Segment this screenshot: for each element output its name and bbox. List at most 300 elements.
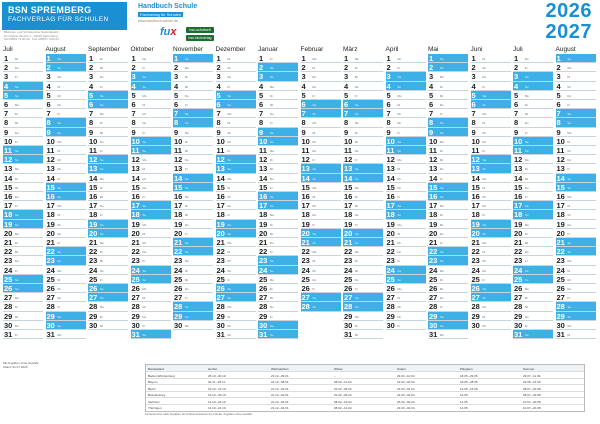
day-cell[interactable]	[428, 91, 468, 100]
day-cell[interactable]	[258, 54, 298, 63]
day-cell[interactable]	[88, 321, 128, 330]
day-cell[interactable]	[3, 247, 43, 256]
day-cell[interactable]	[46, 284, 86, 293]
day-cell[interactable]	[173, 229, 213, 238]
day-cell[interactable]	[258, 312, 298, 321]
day-cell[interactable]	[386, 72, 426, 81]
day-cell[interactable]	[88, 128, 128, 137]
day-cell[interactable]	[258, 284, 298, 293]
day-cell[interactable]	[258, 192, 298, 201]
day-cell[interactable]	[3, 210, 43, 219]
day-cell[interactable]	[343, 174, 383, 183]
day-cell[interactable]	[173, 118, 213, 127]
day-cell[interactable]	[216, 63, 256, 72]
day-cell[interactable]	[513, 275, 553, 284]
day-cell[interactable]	[46, 330, 86, 339]
day-cell[interactable]	[343, 210, 383, 219]
day-cell[interactable]	[386, 312, 426, 321]
day-cell[interactable]	[386, 321, 426, 330]
day-cell[interactable]	[556, 91, 596, 100]
day-cell[interactable]	[386, 146, 426, 155]
day-cell[interactable]	[343, 137, 383, 146]
day-cell[interactable]	[471, 137, 511, 146]
day-cell[interactable]	[471, 72, 511, 81]
day-cell[interactable]	[131, 192, 171, 201]
day-cell[interactable]	[46, 302, 86, 311]
day-cell[interactable]	[173, 100, 213, 109]
day-cell[interactable]	[131, 155, 171, 164]
day-cell[interactable]	[131, 330, 171, 339]
day-cell[interactable]	[173, 63, 213, 72]
day-cell[interactable]	[46, 63, 86, 72]
day-cell[interactable]	[513, 164, 553, 173]
day-cell[interactable]	[343, 82, 383, 91]
day-cell[interactable]	[513, 266, 553, 275]
day-cell[interactable]	[131, 72, 171, 81]
day-cell[interactable]	[556, 63, 596, 72]
day-cell[interactable]	[173, 275, 213, 284]
day-cell[interactable]	[46, 293, 86, 302]
day-cell[interactable]	[173, 238, 213, 247]
day-cell[interactable]	[173, 91, 213, 100]
day-cell[interactable]	[513, 220, 553, 229]
day-cell[interactable]	[46, 229, 86, 238]
day-cell[interactable]	[513, 137, 553, 146]
day-cell[interactable]	[216, 284, 256, 293]
day-cell[interactable]	[88, 229, 128, 238]
day-cell[interactable]	[428, 164, 468, 173]
day-cell[interactable]	[173, 312, 213, 321]
day-cell[interactable]	[3, 118, 43, 127]
day-cell[interactable]	[131, 302, 171, 311]
day-cell[interactable]	[216, 229, 256, 238]
day-cell[interactable]	[471, 164, 511, 173]
day-cell[interactable]	[258, 137, 298, 146]
day-cell[interactable]	[471, 293, 511, 302]
day-cell[interactable]	[46, 238, 86, 247]
day-cell[interactable]	[556, 82, 596, 91]
day-cell[interactable]	[216, 293, 256, 302]
day-cell[interactable]	[343, 266, 383, 275]
day-cell[interactable]	[131, 118, 171, 127]
day-cell[interactable]	[88, 293, 128, 302]
day-cell[interactable]	[301, 266, 341, 275]
day-cell[interactable]	[3, 82, 43, 91]
day-cell[interactable]	[343, 247, 383, 256]
day-cell[interactable]	[471, 266, 511, 275]
day-cell[interactable]	[301, 192, 341, 201]
day-cell[interactable]	[216, 192, 256, 201]
day-cell[interactable]	[131, 312, 171, 321]
day-cell[interactable]	[471, 220, 511, 229]
day-cell[interactable]	[301, 302, 341, 311]
day-cell[interactable]	[131, 256, 171, 265]
day-cell[interactable]	[258, 266, 298, 275]
day-cell[interactable]	[3, 109, 43, 118]
day-cell[interactable]	[471, 146, 511, 155]
day-cell[interactable]	[173, 201, 213, 210]
day-cell[interactable]	[131, 201, 171, 210]
day-cell[interactable]	[428, 247, 468, 256]
day-cell[interactable]	[386, 220, 426, 229]
day-cell[interactable]	[131, 183, 171, 192]
day-cell[interactable]	[131, 293, 171, 302]
day-cell[interactable]	[131, 109, 171, 118]
day-cell[interactable]	[471, 109, 511, 118]
day-cell[interactable]	[428, 312, 468, 321]
day-cell[interactable]	[258, 201, 298, 210]
day-cell[interactable]	[216, 72, 256, 81]
day-cell[interactable]	[173, 54, 213, 63]
day-cell[interactable]	[88, 284, 128, 293]
day-cell[interactable]	[131, 238, 171, 247]
day-cell[interactable]	[343, 118, 383, 127]
day-cell[interactable]	[556, 54, 596, 63]
day-cell[interactable]	[46, 210, 86, 219]
day-cell[interactable]	[88, 109, 128, 118]
day-cell[interactable]	[46, 192, 86, 201]
day-cell[interactable]	[513, 330, 553, 339]
day-cell[interactable]	[471, 321, 511, 330]
day-cell[interactable]	[3, 155, 43, 164]
day-cell[interactable]	[471, 302, 511, 311]
day-cell[interactable]	[258, 247, 298, 256]
day-cell[interactable]	[556, 109, 596, 118]
day-cell[interactable]	[556, 72, 596, 81]
day-cell[interactable]	[428, 229, 468, 238]
day-cell[interactable]	[428, 192, 468, 201]
day-cell[interactable]	[428, 210, 468, 219]
day-cell[interactable]	[131, 321, 171, 330]
day-cell[interactable]	[343, 109, 383, 118]
day-cell[interactable]	[513, 183, 553, 192]
day-cell[interactable]	[88, 247, 128, 256]
day-cell[interactable]	[513, 312, 553, 321]
day-cell[interactable]	[471, 275, 511, 284]
day-cell[interactable]	[258, 146, 298, 155]
day-cell[interactable]	[386, 275, 426, 284]
day-cell[interactable]	[258, 63, 298, 72]
day-cell[interactable]	[131, 54, 171, 63]
day-cell[interactable]	[343, 72, 383, 81]
day-cell[interactable]	[3, 128, 43, 137]
day-cell[interactable]	[471, 54, 511, 63]
day-cell[interactable]	[428, 137, 468, 146]
day-cell[interactable]	[343, 192, 383, 201]
day-cell[interactable]	[88, 275, 128, 284]
day-cell[interactable]	[343, 54, 383, 63]
day-cell[interactable]	[343, 284, 383, 293]
day-cell[interactable]	[301, 63, 341, 72]
day-cell[interactable]	[173, 128, 213, 137]
day-cell[interactable]	[343, 128, 383, 137]
day-cell[interactable]	[258, 229, 298, 238]
day-cell[interactable]	[556, 229, 596, 238]
day-cell[interactable]	[513, 302, 553, 311]
day-cell[interactable]	[88, 266, 128, 275]
day-cell[interactable]	[556, 164, 596, 173]
day-cell[interactable]	[513, 54, 553, 63]
day-cell[interactable]	[173, 210, 213, 219]
day-cell[interactable]	[386, 302, 426, 311]
day-cell[interactable]	[3, 192, 43, 201]
day-cell[interactable]	[556, 155, 596, 164]
day-cell[interactable]	[556, 256, 596, 265]
day-cell[interactable]	[88, 137, 128, 146]
day-cell[interactable]	[386, 128, 426, 137]
day-cell[interactable]	[471, 155, 511, 164]
day-cell[interactable]	[471, 201, 511, 210]
day-cell[interactable]	[216, 256, 256, 265]
day-cell[interactable]	[3, 220, 43, 229]
day-cell[interactable]	[301, 155, 341, 164]
day-cell[interactable]	[386, 238, 426, 247]
day-cell[interactable]	[513, 201, 553, 210]
day-cell[interactable]	[513, 229, 553, 238]
day-cell[interactable]	[173, 256, 213, 265]
day-cell[interactable]	[386, 256, 426, 265]
day-cell[interactable]	[471, 63, 511, 72]
day-cell[interactable]	[301, 238, 341, 247]
day-cell[interactable]	[88, 192, 128, 201]
day-cell[interactable]	[258, 210, 298, 219]
day-cell[interactable]	[216, 54, 256, 63]
day-cell[interactable]	[301, 100, 341, 109]
day-cell[interactable]	[216, 146, 256, 155]
day-cell[interactable]	[428, 100, 468, 109]
day-cell[interactable]	[88, 174, 128, 183]
day-cell[interactable]	[46, 137, 86, 146]
day-cell[interactable]	[173, 284, 213, 293]
day-cell[interactable]	[216, 109, 256, 118]
day-cell[interactable]	[46, 146, 86, 155]
day-cell[interactable]	[513, 118, 553, 127]
day-cell[interactable]	[258, 100, 298, 109]
day-cell[interactable]	[3, 100, 43, 109]
day-cell[interactable]	[3, 266, 43, 275]
day-cell[interactable]	[428, 293, 468, 302]
day-cell[interactable]	[216, 275, 256, 284]
day-cell[interactable]	[216, 210, 256, 219]
day-cell[interactable]	[216, 201, 256, 210]
day-cell[interactable]	[301, 146, 341, 155]
day-cell[interactable]	[258, 302, 298, 311]
day-cell[interactable]	[3, 201, 43, 210]
day-cell[interactable]	[556, 220, 596, 229]
day-cell[interactable]	[513, 155, 553, 164]
day-cell[interactable]	[343, 164, 383, 173]
day-cell[interactable]	[471, 238, 511, 247]
day-cell[interactable]	[173, 247, 213, 256]
day-cell[interactable]	[131, 275, 171, 284]
day-cell[interactable]	[556, 100, 596, 109]
day-cell[interactable]	[513, 100, 553, 109]
day-cell[interactable]	[216, 220, 256, 229]
day-cell[interactable]	[386, 293, 426, 302]
day-cell[interactable]	[46, 91, 86, 100]
day-cell[interactable]	[173, 192, 213, 201]
day-cell[interactable]	[471, 229, 511, 238]
day-cell[interactable]	[513, 293, 553, 302]
day-cell[interactable]	[216, 164, 256, 173]
day-cell[interactable]	[46, 220, 86, 229]
day-cell[interactable]	[131, 247, 171, 256]
day-cell[interactable]	[513, 321, 553, 330]
day-cell[interactable]	[258, 256, 298, 265]
day-cell[interactable]	[216, 137, 256, 146]
day-cell[interactable]	[386, 155, 426, 164]
day-cell[interactable]	[556, 302, 596, 311]
day-cell[interactable]	[46, 109, 86, 118]
day-cell[interactable]	[88, 82, 128, 91]
day-cell[interactable]	[471, 174, 511, 183]
day-cell[interactable]	[513, 192, 553, 201]
day-cell[interactable]	[258, 293, 298, 302]
day-cell[interactable]	[428, 109, 468, 118]
day-cell[interactable]	[173, 302, 213, 311]
day-cell[interactable]	[3, 72, 43, 81]
day-cell[interactable]	[386, 192, 426, 201]
day-cell[interactable]	[88, 100, 128, 109]
day-cell[interactable]	[88, 91, 128, 100]
day-cell[interactable]	[3, 91, 43, 100]
day-cell[interactable]	[216, 82, 256, 91]
day-cell[interactable]	[173, 146, 213, 155]
day-cell[interactable]	[556, 247, 596, 256]
day-cell[interactable]	[428, 63, 468, 72]
day-cell[interactable]	[513, 238, 553, 247]
day-cell[interactable]	[556, 201, 596, 210]
day-cell[interactable]	[386, 247, 426, 256]
day-cell[interactable]	[88, 146, 128, 155]
day-cell[interactable]	[301, 137, 341, 146]
day-cell[interactable]	[343, 100, 383, 109]
day-cell[interactable]	[386, 266, 426, 275]
day-cell[interactable]	[46, 256, 86, 265]
day-cell[interactable]	[88, 312, 128, 321]
day-cell[interactable]	[556, 128, 596, 137]
day-cell[interactable]	[173, 174, 213, 183]
day-cell[interactable]	[258, 109, 298, 118]
day-cell[interactable]	[3, 164, 43, 173]
day-cell[interactable]	[301, 72, 341, 81]
day-cell[interactable]	[471, 256, 511, 265]
day-cell[interactable]	[428, 82, 468, 91]
day-cell[interactable]	[386, 164, 426, 173]
day-cell[interactable]	[428, 220, 468, 229]
day-cell[interactable]	[343, 302, 383, 311]
day-cell[interactable]	[343, 63, 383, 72]
day-cell[interactable]	[556, 146, 596, 155]
day-cell[interactable]	[556, 330, 596, 339]
day-cell[interactable]	[343, 220, 383, 229]
day-cell[interactable]	[258, 82, 298, 91]
day-cell[interactable]	[46, 128, 86, 137]
day-cell[interactable]	[3, 183, 43, 192]
day-cell[interactable]	[173, 137, 213, 146]
day-cell[interactable]	[556, 312, 596, 321]
day-cell[interactable]	[131, 137, 171, 146]
day-cell[interactable]	[386, 54, 426, 63]
day-cell[interactable]	[173, 321, 213, 330]
day-cell[interactable]	[513, 128, 553, 137]
day-cell[interactable]	[216, 266, 256, 275]
day-cell[interactable]	[428, 330, 468, 339]
day-cell[interactable]	[258, 238, 298, 247]
day-cell[interactable]	[46, 312, 86, 321]
day-cell[interactable]	[46, 321, 86, 330]
day-cell[interactable]	[556, 266, 596, 275]
day-cell[interactable]	[258, 330, 298, 339]
day-cell[interactable]	[556, 210, 596, 219]
day-cell[interactable]	[3, 137, 43, 146]
day-cell[interactable]	[3, 63, 43, 72]
day-cell[interactable]	[173, 72, 213, 81]
day-cell[interactable]	[471, 128, 511, 137]
day-cell[interactable]	[343, 183, 383, 192]
day-cell[interactable]	[131, 128, 171, 137]
day-cell[interactable]	[3, 54, 43, 63]
day-cell[interactable]	[386, 63, 426, 72]
day-cell[interactable]	[131, 210, 171, 219]
day-cell[interactable]	[131, 266, 171, 275]
day-cell[interactable]	[428, 146, 468, 155]
day-cell[interactable]	[46, 155, 86, 164]
day-cell[interactable]	[301, 293, 341, 302]
day-cell[interactable]	[343, 275, 383, 284]
day-cell[interactable]	[343, 155, 383, 164]
day-cell[interactable]	[216, 91, 256, 100]
day-cell[interactable]	[471, 183, 511, 192]
day-cell[interactable]	[301, 284, 341, 293]
day-cell[interactable]	[471, 82, 511, 91]
day-cell[interactable]	[386, 284, 426, 293]
day-cell[interactable]	[216, 302, 256, 311]
day-cell[interactable]	[428, 174, 468, 183]
day-cell[interactable]	[513, 256, 553, 265]
day-cell[interactable]	[513, 72, 553, 81]
day-cell[interactable]	[301, 174, 341, 183]
day-cell[interactable]	[258, 220, 298, 229]
day-cell[interactable]	[3, 229, 43, 238]
day-cell[interactable]	[88, 256, 128, 265]
day-cell[interactable]	[258, 275, 298, 284]
day-cell[interactable]	[428, 183, 468, 192]
day-cell[interactable]	[386, 201, 426, 210]
day-cell[interactable]	[46, 201, 86, 210]
day-cell[interactable]	[173, 183, 213, 192]
day-cell[interactable]	[556, 284, 596, 293]
day-cell[interactable]	[343, 330, 383, 339]
day-cell[interactable]	[216, 247, 256, 256]
day-cell[interactable]	[471, 100, 511, 109]
day-cell[interactable]	[513, 284, 553, 293]
day-cell[interactable]	[386, 100, 426, 109]
day-cell[interactable]	[301, 54, 341, 63]
day-cell[interactable]	[343, 312, 383, 321]
day-cell[interactable]	[386, 118, 426, 127]
day-cell[interactable]	[471, 312, 511, 321]
day-cell[interactable]	[173, 109, 213, 118]
day-cell[interactable]	[216, 312, 256, 321]
day-cell[interactable]	[46, 54, 86, 63]
day-cell[interactable]	[88, 155, 128, 164]
day-cell[interactable]	[428, 118, 468, 127]
day-cell[interactable]	[386, 91, 426, 100]
day-cell[interactable]	[3, 284, 43, 293]
day-cell[interactable]	[556, 192, 596, 201]
day-cell[interactable]	[88, 63, 128, 72]
